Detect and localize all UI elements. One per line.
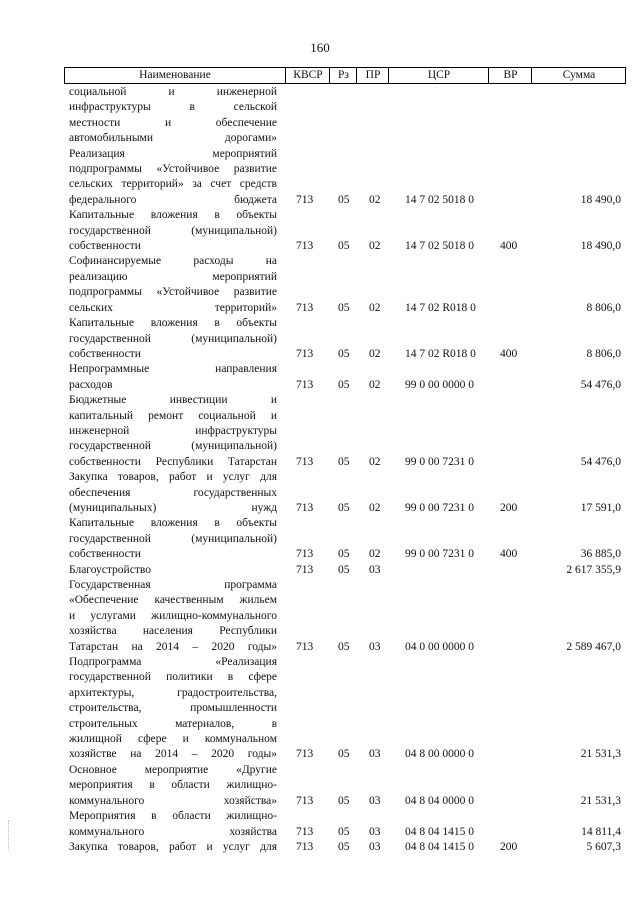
row-name-line: государственной (муниципальной) xyxy=(69,224,277,237)
row-name-line: автомобильными дорогами» xyxy=(69,132,277,145)
cell-pr: 03 xyxy=(369,840,381,853)
row-name-line: собственности xyxy=(69,240,141,253)
row-name-line: государственной (муниципальной) xyxy=(69,532,277,545)
row-name-line: Мероприятия в области жилищно- xyxy=(69,810,277,823)
cell-kvsr: 713 xyxy=(296,840,314,853)
row-name-line: сельских территорий» xyxy=(69,301,277,314)
cell-pr: 03 xyxy=(369,825,381,838)
cell-rz: 05 xyxy=(338,193,350,206)
row-name xyxy=(69,809,277,840)
cell-pr: 03 xyxy=(369,748,381,761)
table-header xyxy=(64,67,626,84)
row-name-line: подпрограммы «Устойчивое развитие xyxy=(69,163,277,176)
row-name-line: инженерной инфраструктуры xyxy=(69,424,277,437)
row-name-line: собственности xyxy=(69,347,141,360)
table-row xyxy=(0,85,640,147)
cell-rz: 05 xyxy=(338,301,350,314)
row-name xyxy=(69,393,277,470)
cell-pr: 03 xyxy=(369,794,381,807)
cell-csr: 04 8 00 0000 0 xyxy=(405,748,474,761)
cell-csr: 04 8 04 1415 0 xyxy=(405,825,474,838)
cell-csr: 04 8 04 0000 0 xyxy=(405,794,474,807)
row-name-line: хозяйства населения Республики xyxy=(69,625,277,638)
cell-sum: 54 476,0 xyxy=(580,378,621,391)
row-name-line: местности и обеспечение xyxy=(69,116,277,129)
row-name xyxy=(69,516,277,562)
table-body xyxy=(0,85,640,855)
row-name-line: государственной (муниципальной) xyxy=(69,332,277,345)
row-name-line: Капитальные вложения в объекты xyxy=(69,317,277,330)
cell-vr: 400 xyxy=(500,240,518,253)
cell-rz: 05 xyxy=(338,455,350,468)
cell-sum: 36 885,0 xyxy=(580,548,621,561)
cell-sum: 17 591,0 xyxy=(580,501,621,514)
row-name-line: расходов xyxy=(69,378,113,391)
cell-kvsr: 713 xyxy=(296,563,314,576)
row-name-line: Капитальные вложения в объекты xyxy=(69,517,277,530)
row-name-line: строительства, промышленности xyxy=(69,702,277,715)
header-vr: ВР xyxy=(488,68,532,83)
cell-kvsr: 713 xyxy=(296,794,314,807)
cell-rz: 05 xyxy=(338,840,350,853)
cell-rz: 05 xyxy=(338,240,350,253)
row-name-line: Татарстан на 2014 – 2020 годы» xyxy=(69,640,277,653)
row-name xyxy=(69,840,277,855)
row-name-line: архитектуры, градостроительства, xyxy=(69,686,277,699)
margin-mark xyxy=(8,820,11,850)
page-number: 160 xyxy=(310,40,330,55)
row-name xyxy=(69,147,277,209)
cell-sum: 5 607,3 xyxy=(586,840,621,853)
cell-kvsr: 713 xyxy=(296,455,314,468)
header-kvsr: КВСР xyxy=(285,68,330,83)
cell-kvsr: 713 xyxy=(296,193,314,206)
row-name-line: Подпрограмма «Реализация xyxy=(69,656,277,669)
cell-rz: 05 xyxy=(338,794,350,807)
cell-sum: 18 490,0 xyxy=(580,193,621,206)
cell-sum: 21 531,3 xyxy=(580,794,621,807)
row-name-line: строительных материалов, в xyxy=(69,717,277,730)
row-name-line: мероприятия в области жилищно- xyxy=(69,779,277,792)
cell-kvsr: 713 xyxy=(296,640,314,653)
cell-rz: 05 xyxy=(338,640,350,653)
table-row xyxy=(0,655,640,763)
row-name-line: Капитальные вложения в объекты xyxy=(69,209,277,222)
cell-rz: 05 xyxy=(338,548,350,561)
table-row xyxy=(0,516,640,562)
row-name-line: сельских территорий» за счет средств xyxy=(69,178,277,191)
row-name-line: Благоустройство xyxy=(69,563,151,576)
table-row xyxy=(0,809,640,840)
row-name xyxy=(69,208,277,254)
cell-rz: 05 xyxy=(338,563,350,576)
row-name-line: Непрограммные направления xyxy=(69,363,277,376)
cell-rz: 05 xyxy=(338,378,350,391)
cell-sum: 8 806,0 xyxy=(586,301,621,314)
cell-sum: 8 806,0 xyxy=(586,347,621,360)
cell-pr: 02 xyxy=(369,347,381,360)
cell-pr: 02 xyxy=(369,301,381,314)
cell-pr: 02 xyxy=(369,193,381,206)
cell-pr: 03 xyxy=(369,640,381,653)
table-row xyxy=(0,763,640,809)
header-csr: ЦСР xyxy=(388,68,489,83)
table-row xyxy=(0,470,640,516)
cell-kvsr: 713 xyxy=(296,240,314,253)
row-name xyxy=(69,563,277,578)
row-name-line: собственности Республики Татарстан xyxy=(69,455,277,468)
cell-pr: 02 xyxy=(369,378,381,391)
cell-vr: 200 xyxy=(500,501,518,514)
cell-csr: 14 7 02 R018 0 xyxy=(405,301,476,314)
table-row xyxy=(0,147,640,209)
table-row xyxy=(0,316,640,362)
row-name-line: федерального бюджета xyxy=(69,193,277,206)
cell-pr: 02 xyxy=(369,240,381,253)
row-name-line: реализацию мероприятий xyxy=(69,270,277,283)
table-row xyxy=(0,578,640,655)
cell-csr: 04 8 04 1415 0 xyxy=(405,840,474,853)
row-name xyxy=(69,655,277,763)
cell-vr: 200 xyxy=(500,840,518,853)
cell-csr: 14 7 02 5018 0 xyxy=(405,240,474,253)
table-row xyxy=(0,393,640,470)
table-row xyxy=(0,840,640,855)
cell-vr: 400 xyxy=(500,347,518,360)
row-name-line: Основное мероприятие «Другие xyxy=(69,763,277,776)
cell-vr: 400 xyxy=(500,548,518,561)
cell-pr: 02 xyxy=(369,501,381,514)
row-name-line: государственной (муниципальной) xyxy=(69,440,277,453)
row-name-line: и услугами жилищно-коммунального xyxy=(69,609,277,622)
cell-sum: 21 531,3 xyxy=(580,748,621,761)
row-name-line: «Обеспечение качественным жильем xyxy=(69,594,277,607)
row-name-line: коммунального хозяйства» xyxy=(69,794,277,807)
cell-kvsr: 713 xyxy=(296,748,314,761)
cell-rz: 05 xyxy=(338,501,350,514)
row-name-line: жилищной сфере и коммунальном xyxy=(69,733,277,746)
header-sum: Сумма xyxy=(531,68,626,83)
table-row xyxy=(0,563,640,578)
row-name-line: коммунального хозяйства xyxy=(69,825,277,838)
row-name xyxy=(69,470,277,516)
cell-kvsr: 713 xyxy=(296,347,314,360)
cell-rz: 05 xyxy=(338,347,350,360)
cell-pr: 03 xyxy=(369,563,381,576)
row-name-line: Реализация мероприятий xyxy=(69,147,277,160)
cell-csr: 99 0 00 7231 0 xyxy=(405,548,474,561)
table-row xyxy=(0,208,640,254)
cell-csr: 99 0 00 7231 0 xyxy=(405,455,474,468)
row-name-line: Софинансируемые расходы на xyxy=(69,255,277,268)
row-name xyxy=(69,254,277,316)
row-name xyxy=(69,316,277,362)
row-name xyxy=(69,578,277,655)
cell-csr: 14 7 02 R018 0 xyxy=(405,347,476,360)
row-name xyxy=(69,763,277,809)
cell-csr: 99 0 00 7231 0 xyxy=(405,501,474,514)
cell-kvsr: 713 xyxy=(296,378,314,391)
cell-kvsr: 713 xyxy=(296,825,314,838)
cell-csr: 14 7 02 5018 0 xyxy=(405,193,474,206)
cell-sum: 54 476,0 xyxy=(580,455,621,468)
row-name-line: собственности xyxy=(69,548,141,561)
row-name-line: Государственная программа xyxy=(69,579,277,591)
row-name xyxy=(69,85,277,147)
header-name: Наименование xyxy=(139,69,211,81)
cell-sum: 14 811,4 xyxy=(581,825,621,838)
header-rz: Рз xyxy=(329,68,357,83)
row-name-line: хозяйстве на 2014 – 2020 годы» xyxy=(69,748,277,761)
cell-sum: 2 617 355,9 xyxy=(566,563,621,576)
row-name-line: Закупка товаров, работ и услуг для xyxy=(69,840,277,853)
cell-pr: 02 xyxy=(369,548,381,561)
row-name-line: капитальный ремонт социальной и xyxy=(69,409,277,422)
cell-csr: 99 0 00 0000 0 xyxy=(405,378,474,391)
cell-rz: 05 xyxy=(338,748,350,761)
row-name-line: Бюджетные инвестиции и xyxy=(69,394,277,407)
cell-sum: 18 490,0 xyxy=(580,240,621,253)
cell-kvsr: 713 xyxy=(296,301,314,314)
row-name-line: государственной политики в сфере xyxy=(69,671,277,684)
row-name xyxy=(69,362,277,393)
row-name-line: Закупка товаров, работ и услуг для xyxy=(69,471,277,484)
row-name-line: (муниципальных) нужд xyxy=(69,501,277,514)
row-name-line: подпрограммы «Устойчивое развитие xyxy=(69,286,277,299)
table-row xyxy=(0,254,640,316)
cell-rz: 05 xyxy=(338,825,350,838)
row-name-line: обеспечения государственных xyxy=(69,486,277,499)
cell-kvsr: 713 xyxy=(296,501,314,514)
cell-csr: 04 0 00 0000 0 xyxy=(405,640,474,653)
cell-sum: 2 589 467,0 xyxy=(566,640,621,653)
cell-kvsr: 713 xyxy=(296,548,314,561)
row-name-line: социальной и инженерной xyxy=(69,86,277,98)
header-pr: ПР xyxy=(356,68,389,83)
row-name-line: инфраструктуры в сельской xyxy=(69,101,277,114)
table-row xyxy=(0,362,640,393)
cell-pr: 02 xyxy=(369,455,381,468)
